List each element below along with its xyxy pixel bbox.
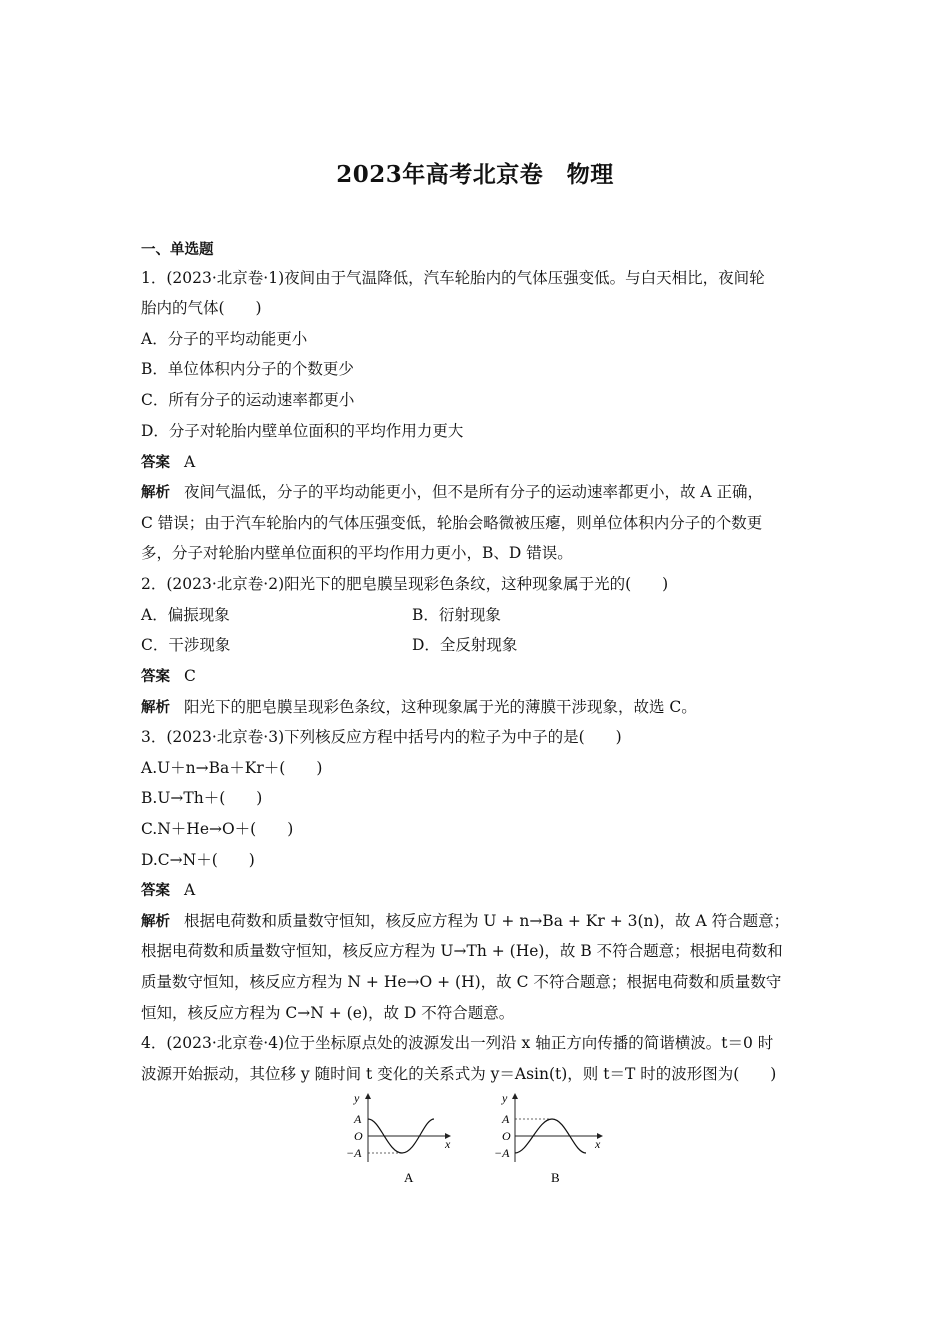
analysis-text: 阳光下的肥皂膜呈现彩色条纹，这种现象属于光的薄膜干涉现象，故选 C。	[184, 698, 697, 716]
q3-stem: 3．(2023·北京卷·3)下列核反应方程中括号内的粒子为中子的是( )	[141, 728, 622, 746]
figure-b-neg-amplitude-label: −A	[494, 1146, 510, 1160]
answer-value: C	[184, 667, 196, 685]
q2-option-a: A．偏振现象	[141, 606, 230, 624]
q4-figures	[340, 1090, 610, 1200]
page-title: 2023年高考北京卷 物理	[336, 161, 614, 188]
q3-option-b: B.U→Th＋( )	[141, 789, 263, 807]
analysis-text: 根据电荷数和质量数守恒知，核反应方程为 U + n→Ba + Kr + 3(n)，故 A 符合题意；	[184, 912, 790, 930]
analysis-text: 夜间气温低，分子的平均动能更小，但不是所有分子的运动速率都更小，故 A 正确，	[184, 483, 764, 501]
wave-figures-svg	[340, 1090, 610, 1200]
q1-answer	[141, 452, 195, 473]
q1-option-a: A．分子的平均动能更小	[141, 330, 308, 348]
q4-stem-line1: 4．(2023·北京卷·4)位于坐标原点处的波源发出一列沿 x 轴正方向传播的简谐横波。t＝0 时	[141, 1034, 774, 1052]
figure-a-x-label: x	[445, 1137, 451, 1151]
q3-option-a: A.U＋n→Ba＋Kr＋( )	[141, 759, 323, 777]
analysis-label: 解析	[141, 700, 170, 716]
figure-b	[494, 1091, 602, 1185]
figure-b-caption: B	[551, 1170, 560, 1185]
answer-label: 答案	[141, 883, 170, 899]
q1-option-b: B．单位体积内分子的个数更少	[141, 360, 354, 378]
figure-b-x-label: x	[595, 1137, 601, 1151]
figure-a-origin-label: O	[354, 1129, 363, 1143]
analysis-label: 解析	[141, 914, 170, 930]
section-heading: 一、单选题	[141, 242, 214, 258]
q1-analysis-line2: C 错误；由于汽车轮胎内的气体压强变低，轮胎会略微被压瘪，则单位体积内分子的个数更	[141, 514, 763, 532]
q1-stem-line2: 胎内的气体( )	[141, 299, 262, 317]
q2-option-d: D．全反射现象	[412, 636, 518, 654]
figure-a-caption: A	[404, 1170, 414, 1185]
q3-analysis-line1	[141, 911, 789, 932]
answer-label: 答案	[141, 455, 170, 471]
figure-a-neg-amplitude-label: −A	[346, 1146, 362, 1160]
q2-option-b: B．衍射现象	[412, 606, 501, 624]
q2-analysis	[141, 697, 697, 718]
q4-stem-line2: 波源开始振动，其位移 y 随时间 t 变化的关系式为 y＝Asin(t)，则 t＝T 时的波形图为( )	[141, 1065, 777, 1083]
figure-b-origin-label: O	[502, 1129, 511, 1143]
q2-stem: 2．(2023·北京卷·2)阳光下的肥皂膜呈现彩色条纹，这种现象属于光的( )	[141, 575, 669, 593]
answer-label: 答案	[141, 669, 170, 685]
q3-option-d: D.C→N＋( )	[141, 851, 255, 869]
figure-a-y-label: y	[354, 1091, 360, 1105]
q3-option-c: C.N＋He→O＋( )	[141, 820, 294, 838]
q1-analysis-line1	[141, 482, 763, 503]
figure-b-amplitude-label: A	[502, 1112, 510, 1126]
q3-analysis-line4: 恒知，核反应方程为 C→N + (e)，故 D 不符合题意。	[141, 1004, 515, 1022]
answer-value: A	[184, 881, 196, 899]
q1-option-c: C．所有分子的运动速率都更小	[141, 391, 355, 409]
figure-b-y-label: y	[502, 1091, 508, 1105]
analysis-label: 解析	[141, 485, 170, 501]
figure-a-amplitude-label: A	[354, 1112, 362, 1126]
q3-analysis-line2: 根据电荷数和质量数守恒知，核反应方程为 U→Th + (He)，故 B 不符合题意；根据电荷数和	[141, 942, 783, 960]
q2-option-c: C．干涉现象	[141, 636, 231, 654]
q3-analysis-line3: 质量数守恒知，核反应方程为 N + He→O + (H)，故 C 不符合题意；根据电荷数和质量数守	[141, 973, 782, 991]
q1-stem-line1: 1．(2023·北京卷·1)夜间由于气温降低，汽车轮胎内的气体压强变低。与白天相比，夜间轮	[141, 269, 765, 287]
figure-a	[346, 1091, 451, 1185]
q3-answer	[141, 880, 195, 901]
q2-answer	[141, 666, 196, 687]
answer-value: A	[184, 453, 196, 471]
q1-analysis-line3: 多，分子对轮胎内壁单位面积的平均作用力更小，B、D 错误。	[141, 544, 573, 562]
q1-option-d: D．分子对轮胎内壁单位面积的平均作用力更大	[141, 422, 464, 440]
